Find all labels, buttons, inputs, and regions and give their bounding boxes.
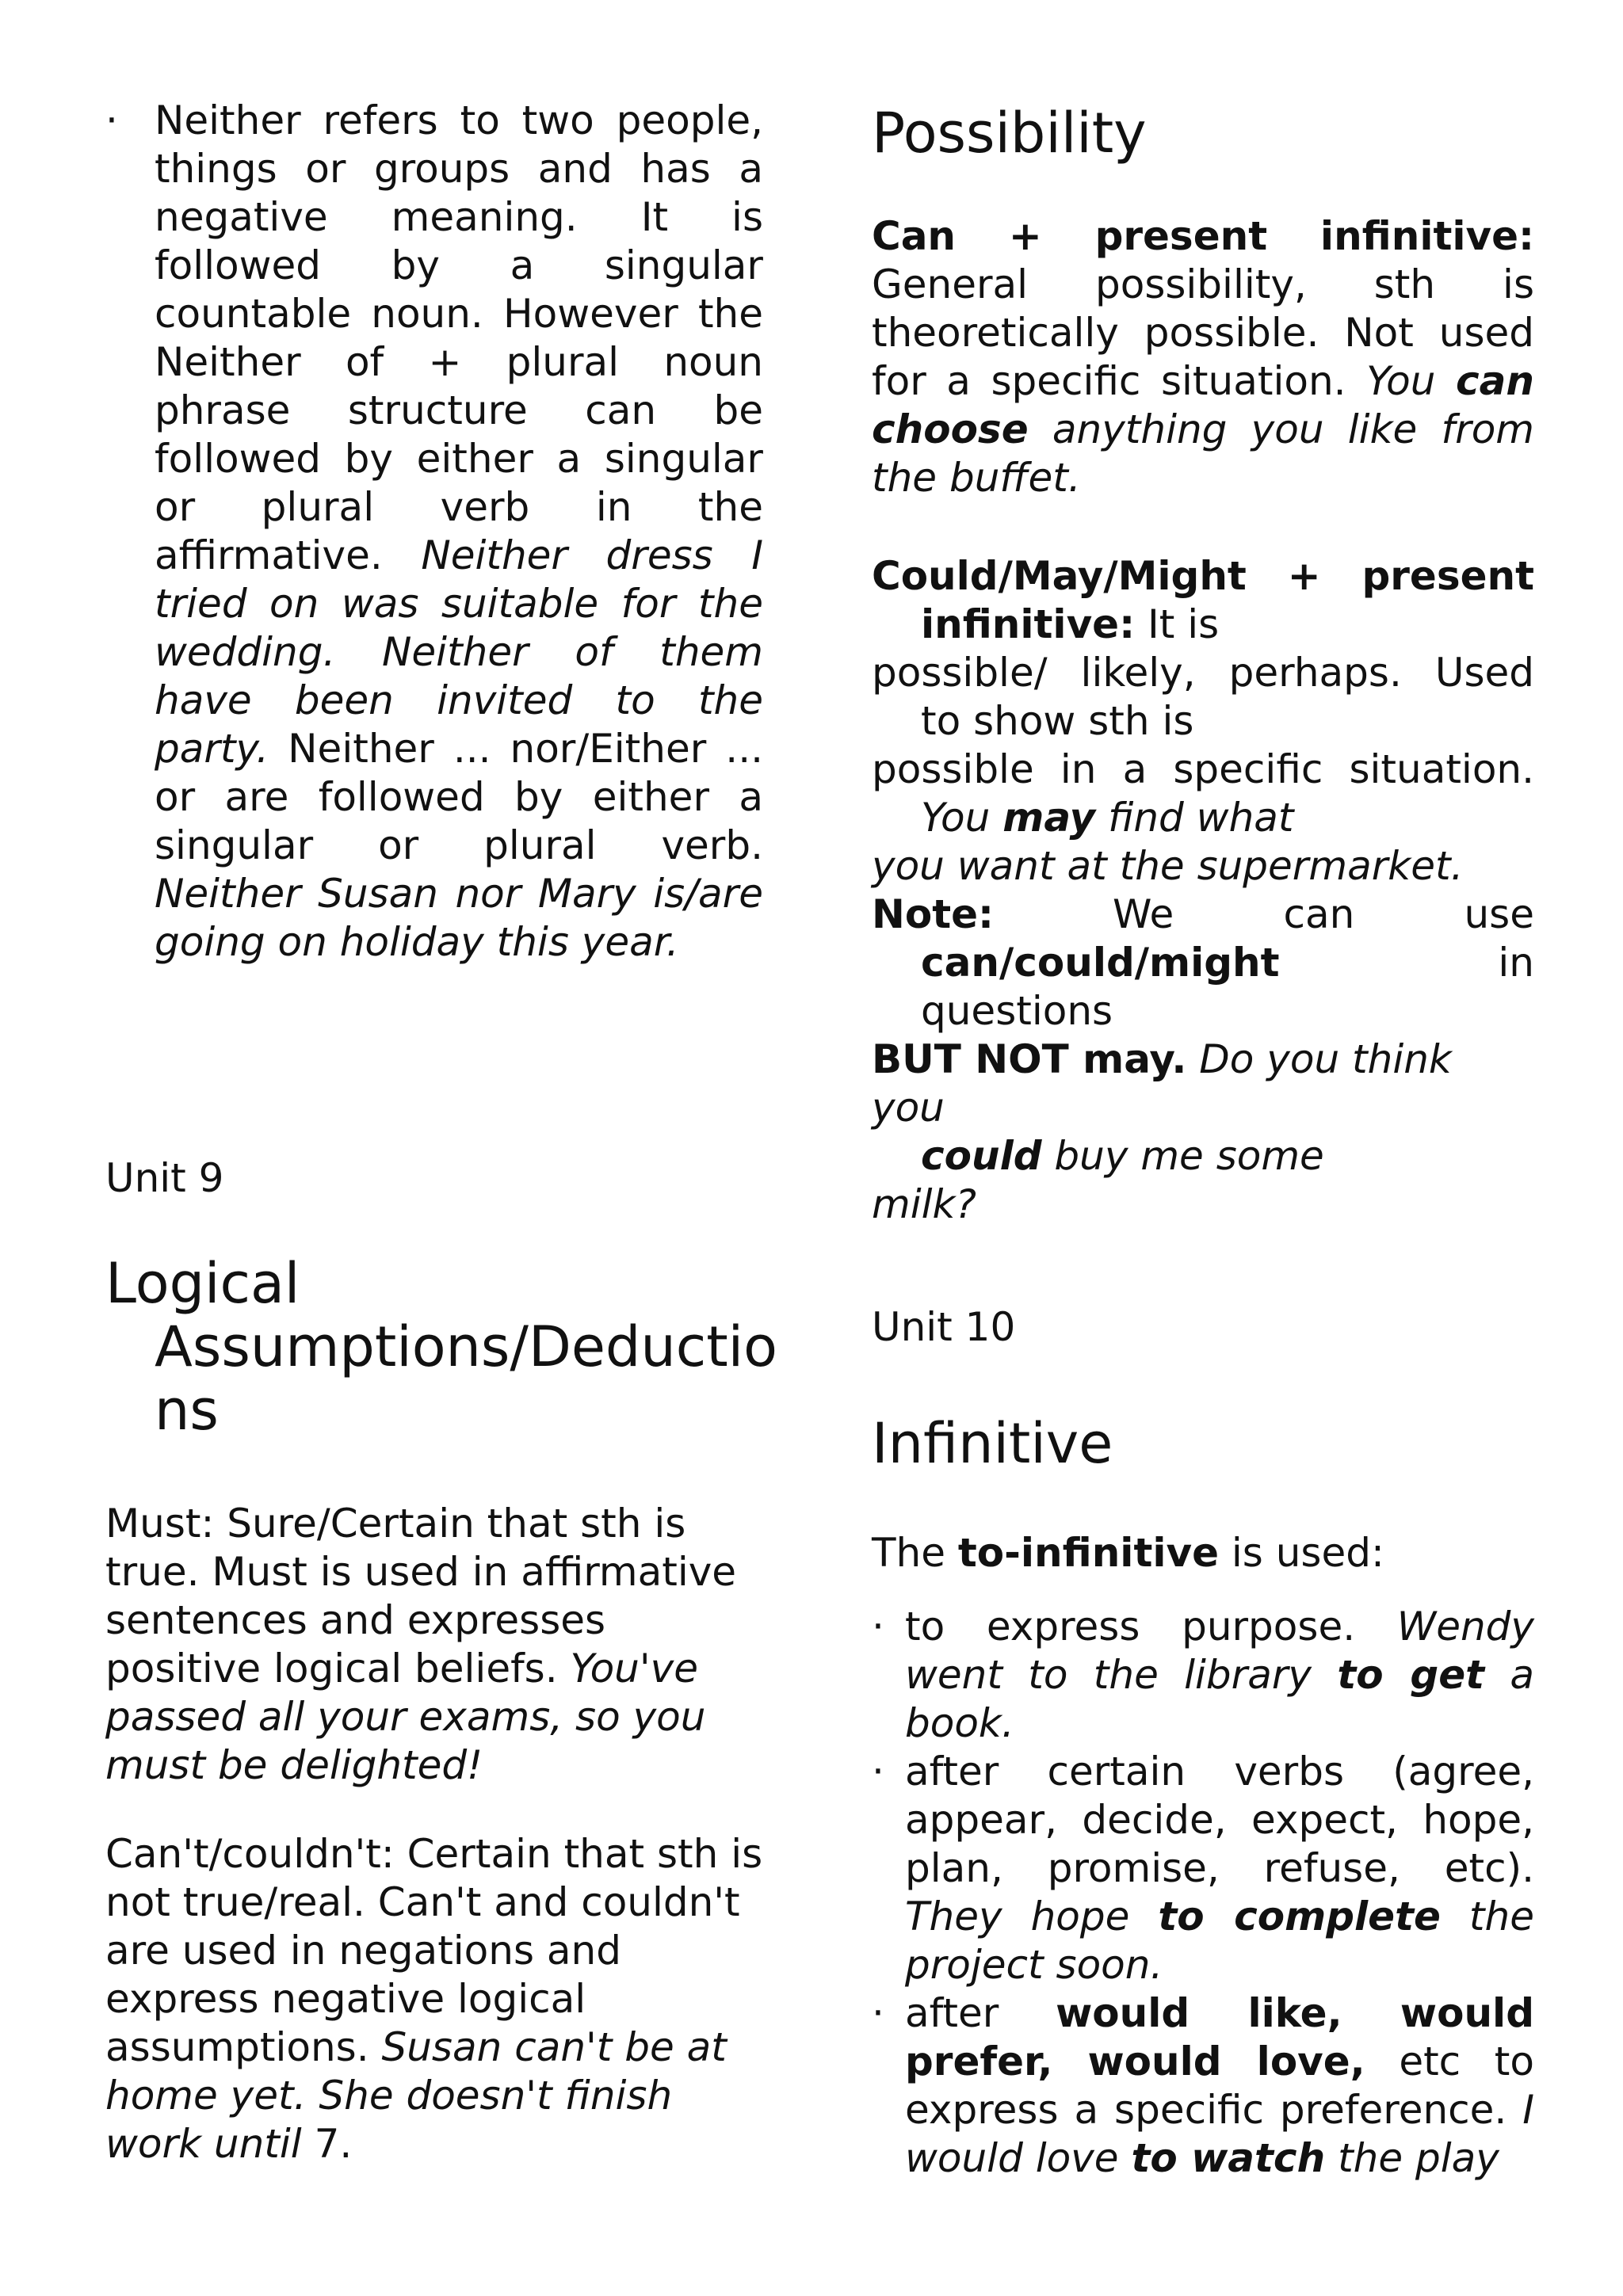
bullet-icon: ·	[872, 1749, 884, 1794]
bullet-icon: ·	[872, 1604, 884, 1650]
unit-9-label: Unit 9	[105, 1155, 224, 1201]
b3-example-post: the play	[1338, 2135, 1499, 2181]
b2-example-bold: to complete	[1158, 1894, 1441, 1939]
possibility-heading: Possibility	[872, 101, 1147, 166]
b1-text: to express purpose.	[905, 1604, 1356, 1650]
can-example-post: anything you like from the buffet.	[872, 406, 1534, 501]
could-term-line-2: infinitive:	[921, 601, 1136, 647]
cant-paragraph	[105, 1830, 763, 2168]
note-line-5	[872, 1132, 1534, 1180]
could-line-1	[872, 552, 1534, 601]
infinitive-heading: Infinitive	[872, 1411, 1113, 1476]
can-example-bold: can choose	[872, 358, 1534, 452]
can-paragraph	[872, 212, 1534, 502]
must-text: Must: Sure/Certain that sth is true. Must is used in affirmative sentences and expresses positive logical beliefs.	[105, 1501, 737, 1691]
could-term-line-1: Could/May/Might + present	[872, 553, 1534, 599]
could-example-post: find what	[1108, 795, 1294, 841]
list-item	[872, 1989, 1534, 2183]
could-example-bold: may	[1002, 795, 1096, 841]
b3-bold: would like, would prefer, would love,	[905, 1990, 1534, 2084]
b3-pre: after	[905, 1990, 999, 2036]
note-example-pre: Do you think you	[872, 1036, 1452, 1131]
note-example-post: buy me some	[1054, 1133, 1324, 1179]
b3-example-pre: I would love	[905, 2087, 1534, 2181]
cant-example-end: 7.	[314, 2121, 353, 2167]
bullet-icon: ·	[105, 97, 118, 143]
can-term: Can + present infinitive:	[872, 213, 1534, 259]
cant-example: Susan can't be at home yet. She doesn't finish work until	[105, 2024, 727, 2167]
list-item-body	[872, 1603, 1534, 1748]
could-line-5: possible in a specific situation.	[872, 746, 1534, 792]
b1-example-pre: Wendy went to the library	[905, 1604, 1534, 1698]
unit-9-heading	[105, 1251, 777, 1443]
b2-example-post: the project soon.	[905, 1894, 1534, 1988]
could-line-6	[872, 794, 1534, 842]
must-example: You've passed all your exams, so you must be delighted!	[105, 1646, 706, 1788]
note-text-2: in	[1498, 940, 1534, 986]
infinitive-intro	[872, 1529, 1534, 1577]
note-line-2	[872, 939, 1534, 987]
neither-example-1: Neither dress I tried on was suitable for the wedding. Neither of them have been invited to the party.	[155, 532, 763, 772]
could-text-1: It is	[1147, 601, 1220, 647]
list-item	[872, 1748, 1534, 1989]
b1-example-post: a book.	[905, 1652, 1534, 1746]
could-line-3: possible/ likely, perhaps. Used	[872, 650, 1534, 696]
neither-text-2: Neither ... nor/Either ... or are followed by either a singular or plural verb.	[155, 726, 763, 868]
note-line-4	[872, 1035, 1534, 1132]
b3-example-bold: to watch	[1131, 2135, 1326, 2181]
unit-10-label: Unit 10	[872, 1304, 1016, 1350]
b2-text: after certain verbs (agree, appear, decide, expect, hope, plan, promise, refuse, etc).	[905, 1749, 1534, 1891]
list-item-body	[872, 1989, 1534, 2183]
neither-text-1: Neither refers to two people, things or groups and has a negative meaning. It is followed by a singular countable noun. However the Neither of + plural noun phrase structure can be followed by either a singular or plural verb in the affirmative.	[155, 97, 763, 578]
note-text-1: We can use	[1113, 891, 1534, 937]
could-line-7: you want at the supermarket.	[872, 843, 1464, 889]
could-example-pre: You	[921, 795, 991, 841]
note-but: BUT NOT may.	[872, 1036, 1187, 1082]
intro-post: is used:	[1231, 1530, 1384, 1576]
intro-bold: to-infinitive	[957, 1530, 1219, 1576]
note-line-6: milk?	[872, 1181, 976, 1227]
list-item	[872, 1603, 1534, 1748]
b2-example-pre: They hope	[905, 1894, 1130, 1939]
unit-9-heading-line-2: Assumptions/Deductio	[155, 1314, 777, 1379]
note-bold: can/could/might	[921, 940, 1280, 986]
infinitive-list	[872, 1603, 1534, 2183]
could-line-2	[872, 601, 1534, 649]
note-label: Note:	[872, 891, 995, 937]
could-line-4: to show sth is	[921, 698, 1194, 744]
note-line-1	[872, 891, 1534, 939]
unit-9-heading-line-3: ns	[155, 1378, 219, 1443]
b3-post: etc to express a specific preference.	[905, 2039, 1534, 2133]
neither-paragraph	[105, 97, 763, 967]
intro-pre: The	[872, 1530, 945, 1576]
b1-example-bold: to get	[1337, 1652, 1485, 1698]
cant-text: Can't/couldn't: Certain that sth is not true/real. Can't and couldn't are used in negations and express negative logical assumptions.	[105, 1831, 763, 2070]
must-paragraph	[105, 1500, 763, 1790]
note-example-bold: could	[921, 1133, 1042, 1179]
can-text: General possibility, sth is theoretically possible. Not used for a specific situation.	[872, 261, 1534, 404]
bullet-icon: ·	[872, 1990, 884, 2036]
note-line-3: questions	[921, 988, 1113, 1034]
unit-9-heading-line-1: Logical	[105, 1251, 300, 1316]
neither-example-2: Neither Susan nor Mary is/are going on holiday this year.	[155, 871, 763, 965]
neither-section	[105, 97, 763, 967]
list-item-body	[872, 1748, 1534, 1989]
can-example-pre: You	[1366, 358, 1436, 404]
could-paragraph	[872, 552, 1534, 1229]
